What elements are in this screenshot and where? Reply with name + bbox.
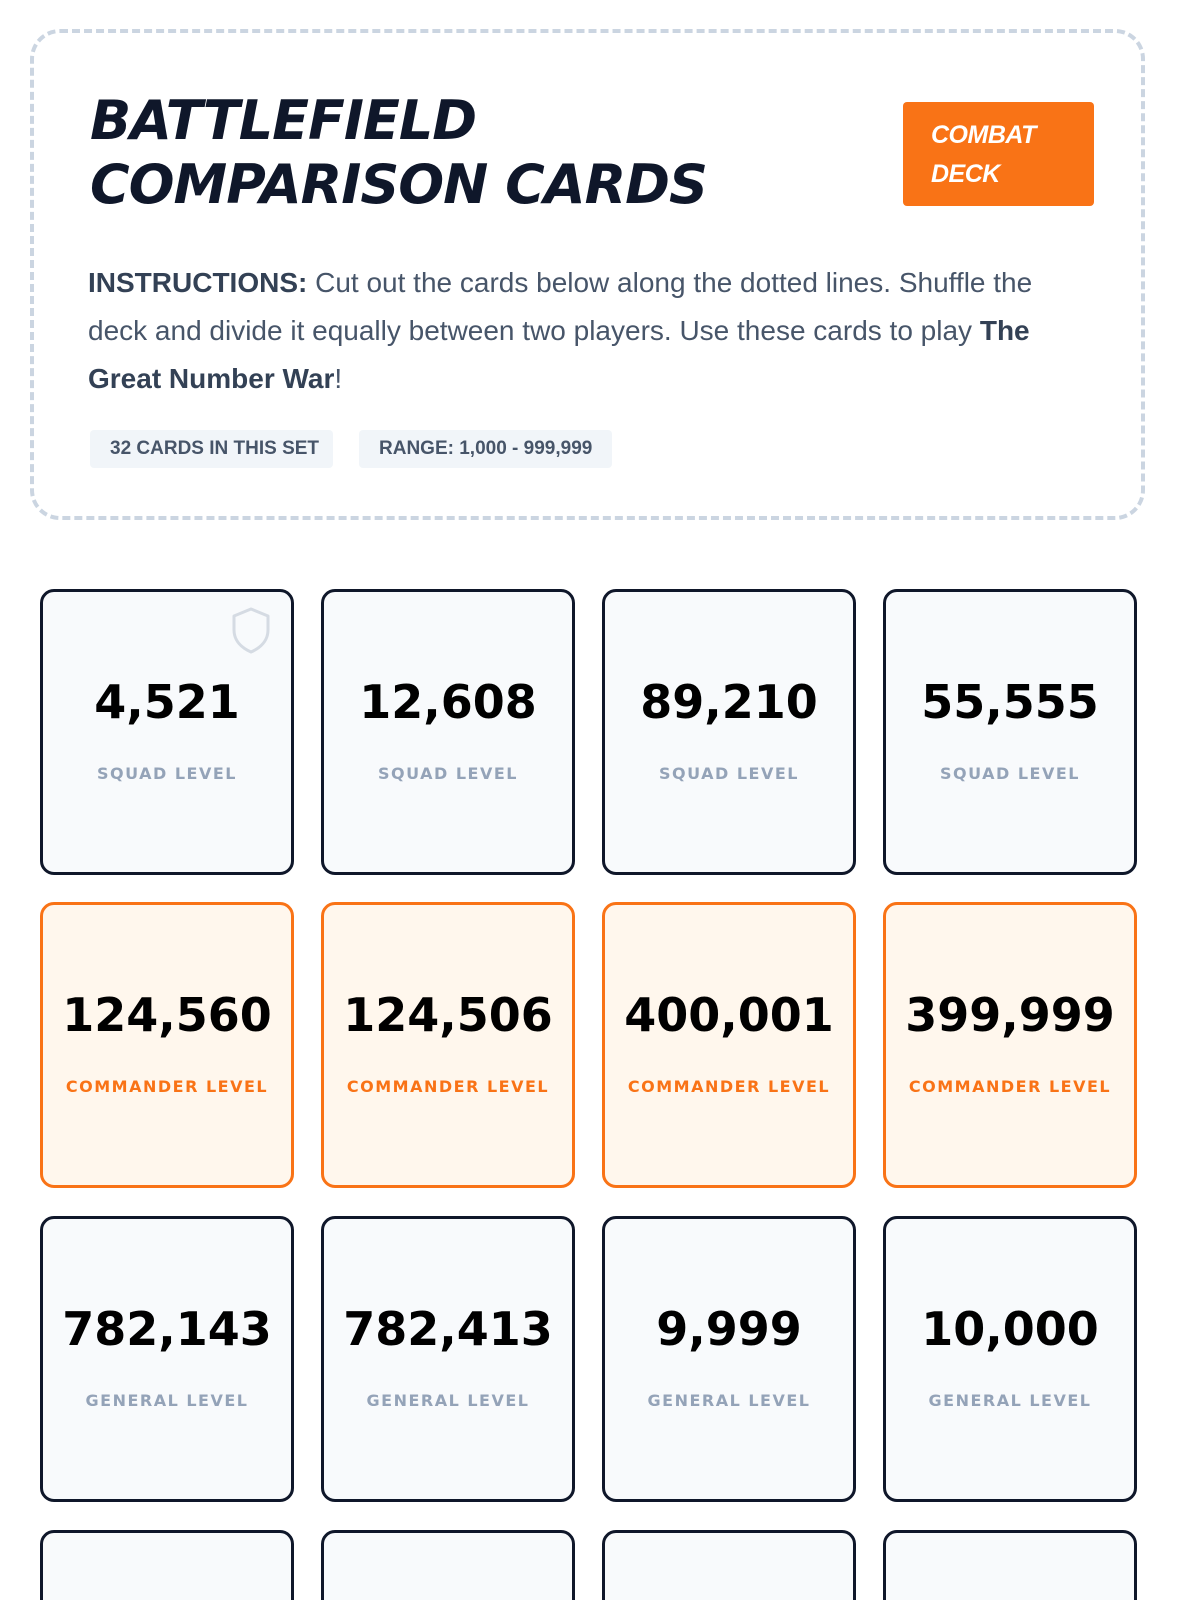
- number-card: [40, 589, 294, 875]
- card-level: GENERAL LEVEL: [928, 1391, 1092, 1410]
- card-value: 400,001: [624, 988, 834, 1042]
- card-value: 89,210: [640, 675, 818, 729]
- card-level: COMMANDER LEVEL: [908, 1077, 1112, 1096]
- number-card: [40, 902, 294, 1188]
- card-level: GENERAL LEVEL: [647, 1391, 811, 1410]
- card-value: 124,560: [62, 988, 272, 1042]
- number-card: [883, 1530, 1137, 1600]
- instructions-body: Cut out the cards below along the dotted lines. Shuffle the deck and divide it equally between two players. Use these cards to play: [88, 267, 1033, 346]
- number-card: [883, 1216, 1137, 1502]
- number-card: [602, 1216, 856, 1502]
- card-count-tag: 32 CARDS IN THIS SET: [90, 430, 333, 468]
- number-card: [321, 1216, 575, 1502]
- number-card: [321, 902, 575, 1188]
- number-card: [321, 1530, 575, 1600]
- number-card: [883, 589, 1137, 875]
- card-level: COMMANDER LEVEL: [346, 1077, 550, 1096]
- card-value: 782,413: [343, 1302, 553, 1356]
- card-value: 782,143: [62, 1302, 272, 1356]
- card-level: SQUAD LEVEL: [378, 764, 518, 783]
- number-card: [321, 589, 575, 875]
- number-card: [602, 1530, 856, 1600]
- cards-grid: [40, 589, 1137, 1600]
- combat-deck-badge: COMBAT DECK: [903, 102, 1094, 206]
- instructions-end: !: [334, 363, 343, 394]
- card-value: 399,999: [905, 988, 1115, 1042]
- card-level: COMMANDER LEVEL: [65, 1077, 269, 1096]
- card-level: SQUAD LEVEL: [659, 764, 799, 783]
- shield-icon: [230, 606, 272, 654]
- card-value: 10,000: [921, 1302, 1099, 1356]
- card-level: SQUAD LEVEL: [97, 764, 237, 783]
- card-level: GENERAL LEVEL: [85, 1391, 249, 1410]
- card-value: 4,521: [94, 675, 240, 729]
- page-title: BATTLEFIELD COMPARISON CARDS: [90, 89, 707, 216]
- card-value: 55,555: [921, 675, 1099, 729]
- card-level: SQUAD LEVEL: [940, 764, 1080, 783]
- number-card: [883, 902, 1137, 1188]
- number-card: [40, 1216, 294, 1502]
- card-value: 12,608: [359, 675, 537, 729]
- instructions-panel: [30, 29, 1145, 520]
- number-card: [40, 1530, 294, 1600]
- card-value: 124,506: [343, 988, 553, 1042]
- card-value: 9,999: [656, 1302, 802, 1356]
- card-level: COMMANDER LEVEL: [627, 1077, 831, 1096]
- number-card: [602, 589, 856, 875]
- card-level: GENERAL LEVEL: [366, 1391, 530, 1410]
- game-name: The Great Number War: [88, 315, 1030, 394]
- instructions-text: [88, 259, 1088, 403]
- number-card: [602, 902, 856, 1188]
- range-tag: RANGE: 1,000 - 999,999: [359, 430, 612, 468]
- instructions-label: INSTRUCTIONS:: [88, 267, 308, 298]
